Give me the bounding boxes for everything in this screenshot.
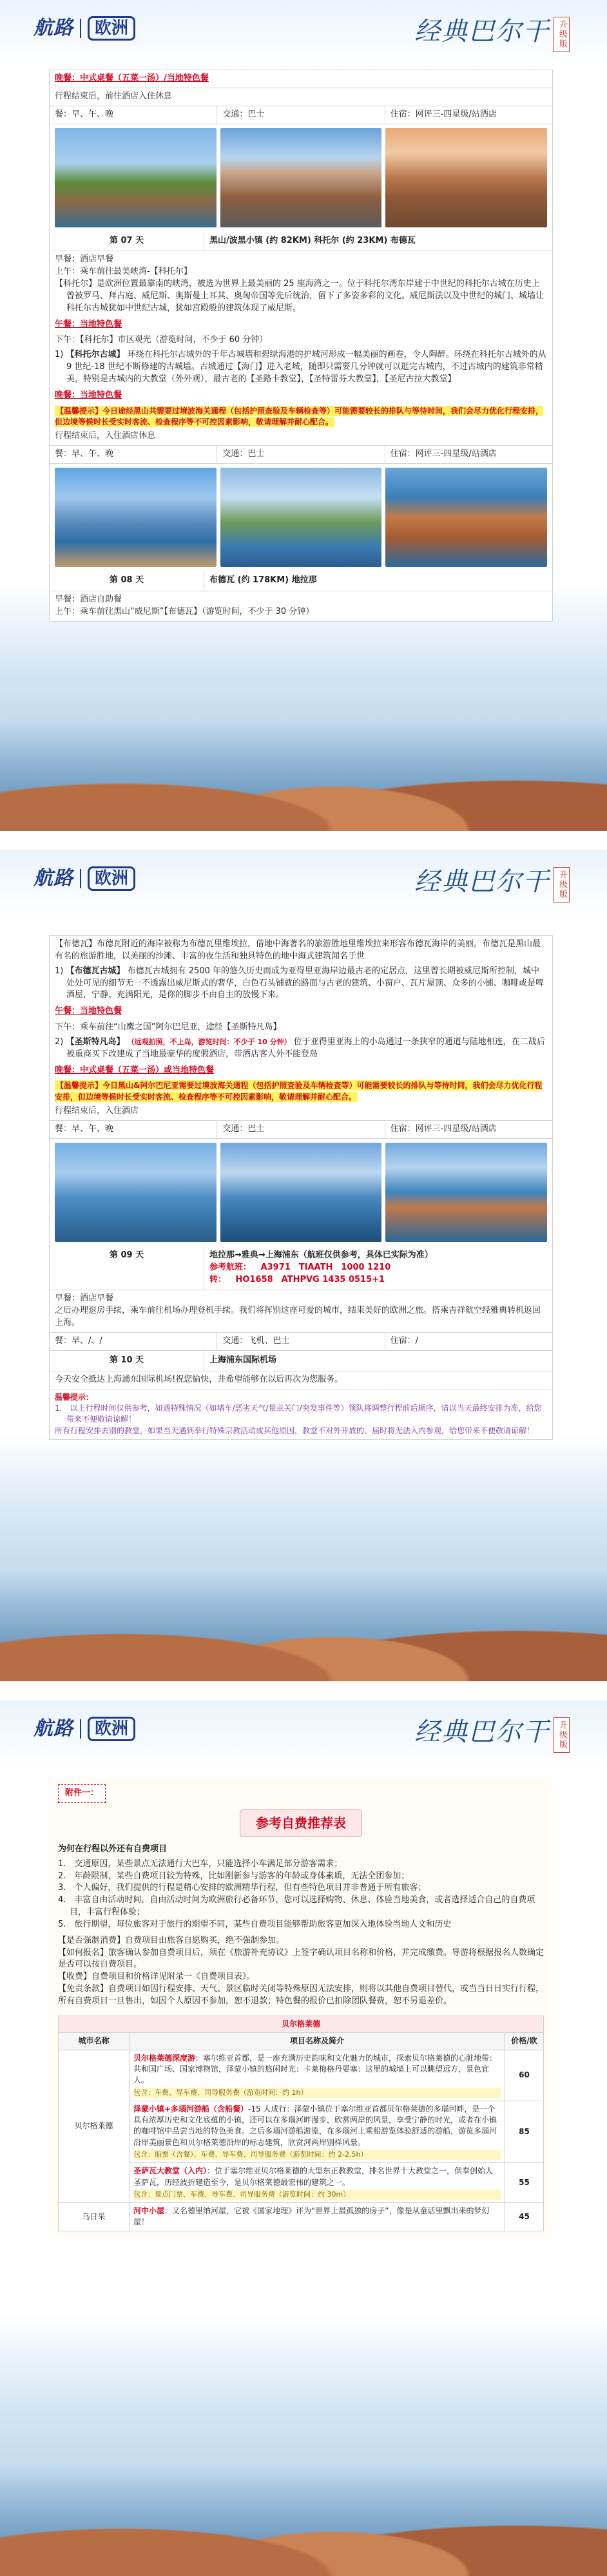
logo-text-left: 航路	[34, 867, 73, 890]
brand	[414, 13, 570, 52]
transport-cell: 交通：巴士	[217, 106, 385, 124]
day-7-label: 第 07 天	[50, 231, 204, 251]
table-row	[59, 2202, 544, 2231]
morning2-text: 上午：乘车前往黑山“威尼斯”【布德瓦】（游览时间，不少于 30 分钟）	[55, 606, 314, 616]
day-9-details	[50, 1290, 552, 1333]
evening2-text: 行程结束后，入住酒店休息	[55, 431, 156, 441]
breakfast-text: 早餐：酒店早餐	[55, 254, 114, 265]
warm-tips-title: 温馨提示：	[55, 1392, 94, 1402]
day-10-text: 今天安全抵达上海浦东国际机场!祝您愉快，并希望能够在以后再次为您服务。	[55, 1374, 343, 1384]
day-8-label: 第 08 天	[50, 571, 204, 591]
item-name: 贝尔格莱德深度游	[133, 2053, 196, 2063]
page-2	[0, 850, 607, 1681]
country-header: 贝尔格莱德	[59, 2016, 544, 2032]
table-category-row	[59, 2016, 544, 2032]
breakfast2-text: 早餐：酒店自助餐	[55, 594, 122, 604]
header	[0, 0, 607, 63]
why-item-4: 4. 丰富自由活动时间，自由活动时间为欧洲旅行必备环节，您可以选择购物、休息、体验当地美食，或者选择适合自己的自费项目，丰富行程体验；	[58, 1895, 535, 1918]
kotor-town-photo	[385, 468, 547, 567]
item-name: 河中小屋	[133, 2206, 165, 2215]
logo	[34, 864, 135, 893]
logo-text-right: 欧洲	[88, 866, 135, 891]
dinner-header: 晚餐：中式桌餐（五菜一汤）/当地特色餐	[55, 73, 209, 83]
afternoon-text: 下午：【科托尔】市区观光（游览时间，不少于 60 分钟）	[55, 335, 268, 345]
ref-flight-1: A3971 TIAATH 1000 1210	[260, 1262, 391, 1272]
day-7-row	[50, 231, 552, 252]
item-desc: ：塞尔维亚首都，是一座充满历史韵味和文化魅力的城市，探索贝尔格莱德的心脏地带：共和国广场、国家博物馆，泽蒙小镇的悠闲时光：卡莱梅格丹要塞：这里的城墙上可以眺望远方，景色宜人。	[133, 2053, 497, 2085]
transport-cell-2: 交通：巴士	[217, 446, 385, 463]
brand-title: 经典巴尔干	[414, 1717, 550, 1747]
meals-cell-3: 餐：早、午、晚	[50, 1121, 217, 1138]
header-item: 项目名称及简介	[130, 2033, 505, 2050]
page-gap-2	[0, 1681, 607, 1701]
item-desc: ：位于塞尔维亚贝尔格莱德的大型东正教教堂，排名世界十大教堂之一，供奉创始人圣萨瓦，历经波折建造至今，是贝尔格莱德最宏伟的建筑之一。	[133, 2166, 494, 2187]
brand-badge: 升级版	[554, 867, 570, 902]
evening-text: 行程结束后，入住酒店	[55, 1106, 139, 1116]
hotel-cell-3: 住宿：网评三-四星级/站酒店	[390, 1124, 497, 1134]
day-8-route: 布德瓦 (约 178KM) 地拉那	[209, 575, 317, 586]
meal-transport-hotel-row-4	[50, 1333, 552, 1351]
price-cell: 60	[505, 2050, 544, 2101]
hotel-cell-4: 住宿：/	[390, 1335, 419, 1346]
brand-badge: 升级版	[554, 1717, 570, 1753]
budva-item-1	[55, 966, 547, 1002]
kotor-item-text: 环绕在科托尔古城外的千年古城墙和碧绿海港的护城河形成一幅美丽的画卷，令人陶醉。环绕在科托尔古城外的从 9 世纪-18 世纪不断修建的古城墙。古城通过【海门】进入老城，随即只需要几分钟就可以逛完古城内，不过古城内的建筑非常精美，特别是古城内的大教堂（外外观），最古老的【圣路卡教堂】，【圣特雷芬大教堂】，【圣尼古拉大教堂】	[66, 350, 546, 384]
kotor-item-title: 【科托尔古城】	[66, 350, 125, 360]
page-gap-1	[0, 831, 607, 850]
city-skyline-image	[0, 2466, 607, 2576]
ref-flight-label-2: 转：	[209, 1274, 227, 1284]
table-row	[59, 2163, 544, 2203]
lunch-header: 午餐：当地特色餐	[55, 319, 122, 329]
brand	[414, 1713, 570, 1753]
item-desc: ：又名德里纳河屋，它被《国家地理》评为“世界上最孤独的房子”，像是从童话里飘出来的梦幻屋！	[133, 2206, 490, 2227]
warning-2-text: 【温馨提示】今日黑山&阿尔巴尼亚需要过境波海关通程（包括护照查验及车辆检查等）可能需要较长的排队与等待时间，我们会尽力优化行程安排，但边境等候时长受实时客流、检查程序等不可控因素影响，敬请理解并耐心配合。	[55, 1081, 543, 1102]
dinner-header: 晚餐：中式桌餐（五菜一汤）或当地特色餐	[55, 1065, 215, 1075]
warm-tip-1: 1. 以上行程时间仅供参考，如遇特殊情况（如堵车/恶劣天气/景点关门/突发事件等）领队将调整行程前后顺序，请以当天最终安排为准，给您带来不便敬请谅解！	[55, 1403, 542, 1424]
logo	[34, 1715, 135, 1743]
header	[0, 1701, 607, 1764]
logo	[34, 14, 135, 43]
rule-2: 【如何报名】旅客确认参加自费项目后，须在《旅游补充协议》上签字确认项目名称和价格，并完成缴费。导游将根据报名人数确定是否可以按自费项目。	[58, 1947, 544, 1970]
rule-3: 【收费】自费项目和价格详见附录一《自费项目表》。	[58, 1972, 255, 1982]
kotor-item	[55, 349, 547, 386]
item-include: 包含：车费、导车费、司导服务费（游览时间：约 1h）	[133, 2088, 501, 2098]
why-title: 为何在行程以外还有自费项目	[58, 1844, 168, 1854]
warning-2	[55, 1080, 547, 1103]
day-10-route: 上海浦东国际机场	[209, 1355, 277, 1365]
brand	[414, 863, 570, 902]
budva-beach-photo	[220, 1143, 382, 1242]
breakfast-text: 早餐：酒店早餐	[55, 1293, 114, 1304]
dinner2-header: 晚餐：当地特色餐	[55, 390, 122, 400]
warm-tip-2: 所有行程安排去别的教堂，如果当天遇到举行特殊宗教活动或其他原因，教堂不对外开放的，届时将无法入内参观，给您带来不便敬请谅解！	[55, 1426, 535, 1435]
photo-strip-3	[50, 1139, 552, 1246]
evening-text: 行程结束后，前往酒店入住休息	[55, 91, 173, 101]
itinerary-table-2	[49, 935, 553, 1440]
flight-line-1	[209, 1262, 547, 1274]
morning-text: 上午：乘车前往最美峡湾-【科托尔】	[55, 267, 192, 277]
table-row	[59, 2050, 544, 2101]
photo-strip-2	[50, 464, 552, 571]
budva-item-1-number: 1)	[55, 966, 64, 976]
warning-1	[55, 406, 547, 428]
meals-cell-2: 餐：早、午、晚	[50, 446, 217, 463]
meal-transport-hotel-row-3	[50, 1121, 552, 1139]
rule-1: 【是否强制消费】自费项目由旅客自愿购买，绝不强制参加。	[58, 1935, 285, 1945]
header	[0, 850, 607, 913]
page-1	[0, 0, 607, 831]
sveti-stefan-photo	[385, 1143, 547, 1242]
kotor-item-number: 1)	[55, 350, 64, 360]
budva-intro: 【布德瓦】布德瓦附近的海岸被称为布德瓦里维埃拉，借地中海著名的旅游胜地里维埃拉来形容布德瓦海岸的美丽。布德瓦是黑山最有名的旅游胜地，以美丽的沙滩、丰富的夜生活和独具特色的地中海式建筑闻名于世	[55, 939, 541, 961]
logo-text-right: 欧洲	[88, 1717, 135, 1741]
mostar-bridge-photo	[55, 128, 217, 227]
evening-row	[50, 88, 552, 106]
old-town-photo	[220, 128, 382, 227]
logo-divider	[80, 1719, 81, 1739]
city-cell: 乌日采	[59, 2202, 130, 2231]
day-10-label: 第 10 天	[50, 1351, 204, 1371]
item-name: 泽蒙小镇+多瑙河游船（含船餐）	[133, 2104, 249, 2113]
logo-divider	[80, 19, 81, 38]
city-cell: 贝尔格莱德	[59, 2050, 130, 2202]
day-8-details	[50, 591, 552, 621]
why-list	[58, 1858, 544, 1931]
day-7-route: 黑山/波黑小镇 (约 82KM) 科托尔 (约 23KM) 布德瓦	[209, 235, 416, 245]
lunch-header: 午餐：当地特色餐	[55, 1006, 122, 1016]
why-item-1: 1. 交通原因，某些景点无法通行大巴车，只能选择小车满足部分游客需求；	[58, 1858, 343, 1869]
day-7-details	[50, 251, 552, 446]
budva-details	[50, 936, 552, 1121]
why-item-3: 3. 个人偏好，我们提供的行程是精心安排的欧洲精华行程，但有些特色项目并非普通于所有旅客；	[58, 1883, 427, 1893]
item-cell	[130, 2101, 505, 2163]
header-city: 城市名称	[59, 2033, 130, 2050]
budva-item-2-note: （远观拍照，不上岛，游览时间：不少于 10 分钟）	[127, 1037, 291, 1046]
price-cell: 55	[505, 2163, 544, 2203]
ref-flight-label: 参考航班：	[209, 1262, 252, 1272]
meal-transport-hotel-row-2	[50, 446, 552, 464]
logo-text-right: 欧洲	[88, 16, 135, 41]
itinerary-table-1	[49, 70, 553, 622]
meals-cell: 餐：早、午、晚	[50, 106, 217, 124]
optional-tours-title: 参考自费推荐表	[240, 1809, 362, 1837]
item-include: 包含：景点门票、车费、导车费、司导服务费（游览时间：约 30m）	[133, 2190, 501, 2200]
why-item-2: 2. 年龄限制，某些自费项目较为特殊，比如刚新参与游客的年龄或身体素质，无法全团参加；	[58, 1871, 410, 1881]
brand-title: 经典巴尔干	[414, 867, 550, 897]
kotor-intro: 【科托尔】是欧洲位置最靠南的峡湾，被选为世界上最美丽的 25 座海湾之一。位于科托尔湾东岸建于中世纪的科托尔古城在历史上曾被罗马、拜占庭、威尼斯、奥斯曼土耳其、奥匈帝国等先后统治，留下了多姿多彩的文化。威尼斯法以及中世纪的城门、城墙让科托尔古城犹如中世纪古城，犹如宫殿般的建筑体现了威尼斯。	[55, 279, 544, 313]
attachment-tag: 附件一：	[58, 1784, 106, 1803]
item-include: 包含：船票（含餐）、车费、导车费、司导服务费（游览时间：约 2-2.5h）	[133, 2150, 501, 2160]
day-10-row	[50, 1351, 552, 1371]
page-3	[0, 1701, 607, 2576]
item-cell	[130, 2050, 505, 2101]
ref-flight-2: HO1658 ATHPVG 1435 0515+1	[235, 1274, 385, 1284]
day-10-details	[50, 1371, 552, 1389]
item-cell	[130, 2163, 505, 2203]
price-cell: 45	[505, 2202, 544, 2231]
day-9-row	[50, 1246, 552, 1291]
budva-item-2-number: 2)	[55, 1036, 64, 1047]
transport-cell-3: 交通：巴士	[217, 1121, 385, 1138]
photo-strip-1	[50, 124, 552, 231]
table-row	[59, 2101, 544, 2163]
optional-tours-table	[58, 2016, 544, 2231]
dinner-row	[50, 70, 552, 88]
optional-tours-section	[49, 1778, 553, 2238]
budva-item-2	[55, 1036, 547, 1061]
logo-text-left: 航路	[34, 1717, 73, 1740]
brand-title: 经典巴尔干	[414, 17, 550, 46]
bay-photo	[55, 468, 217, 567]
rooftops-photo	[385, 128, 547, 227]
transport-cell-4: 交通：飞机、巴士	[217, 1333, 385, 1350]
item-cell	[130, 2202, 505, 2231]
logo-divider	[80, 869, 81, 888]
warning-1-text: 【温馨提示】今日途经黑山共需要过境波海关通程（包括护照查验及车辆检查等）可能需要较长的排队与等待时间，我们会尽力优化行程安排，但边境等候时长受实时客流、检查程序等不可控因素影响，敬请理解并耐心配合。	[55, 406, 544, 427]
flight-line-2	[209, 1274, 547, 1286]
table-header-row	[59, 2033, 544, 2050]
day-9-label: 第 09 天	[50, 1246, 204, 1290]
item-desc: -15 人成行：泽蒙小镇位于塞尔维亚首都贝尔格莱德的多瑙河畔，是一个具有浓厚历史和文化底蕴的小镇，还可以在多瑙河畔漫步，欣赏两岸的风景，享受宁静的时光，或者在小镇的咖啡馆中品尝当地的特色美食。之后多瑙河游船游览，在多瑙河上乘船游览体验舒适的游船，游览多瑙河沿岸美丽景色和贝尔格莱德沿岸的标志建筑，欣赏河两岸别样风景。	[133, 2104, 497, 2147]
meals-cell-4: 餐：早、/、/	[50, 1333, 217, 1350]
day-9-route-block	[204, 1246, 552, 1290]
city-skyline-image	[0, 1572, 607, 1681]
budva-item-1-title: 【布德瓦古城】	[66, 966, 125, 976]
hotel-cell-2: 住宿：网评三-四星级/站酒店	[390, 449, 497, 459]
why-item-5: 5. 旅行期望，每位旅客对于旅行的期望不同，某些自费项目能够帮助旅客更加深入地体验当地人文和历史	[58, 1919, 452, 1929]
day-9-text: 之后办理退房手续，乘车前往机场办理登机手续。我们将挥别这座可爱的城市，结束美好的欧洲之旅。搭乘吉祥航空经雅典转机返回上海。	[55, 1306, 541, 1328]
brand-badge: 升级版	[554, 17, 570, 52]
item-name: 圣萨瓦大教堂（入内）	[133, 2166, 207, 2176]
budva-item-2-title: 【圣斯特凡岛】	[66, 1036, 125, 1047]
rule-4: 【免责条款】自费项目如因行程安排、天气、景区临时关闭等特殊原因无法安排，则将以其他自费项目替代，或当当日日实行行程，所有自费项目一旦售出，如因个人原因不参加，恕不退款；特色餐的报价已扣除团队餐费，恕不另退差价。	[58, 1984, 544, 2006]
coast-photo	[55, 1143, 217, 1242]
budva-item-2-text: 位于亚得里亚海上的小岛通过一条狭窄的通道与陆地相连，在二战后被重商买下改建成了当地最豪华的度假酒店，带酒店客人外不能登岛	[66, 1036, 545, 1059]
hotel-cell: 住宿：网评三-四星级/站酒店	[390, 109, 497, 119]
rules-list	[58, 1935, 544, 2008]
kotor-bay-photo	[220, 468, 382, 567]
warm-tips	[50, 1389, 552, 1440]
city-skyline-image	[0, 721, 607, 831]
day-9-route: 地拉那→雅典→上海浦东（航班仅供参考，具体已实际为准）	[209, 1250, 433, 1260]
meal-transport-hotel-row	[50, 106, 552, 124]
budva-item-1-text: 布德瓦古城拥有 2500 年的悠久历史而成为亚得里亚海岸边最古老的定居点，这里曾长期被威尼斯所控制，城中处处可见的细节无一不透露出威尼斯式的奢华，白色石头铺就的路面与古老的建筑、小窗户、瓦片屋顶、众多的小铺、咖啡或是啤酒屋，宁静、充满阳光，是你的脚步不由自主的放慢下来。	[66, 966, 544, 1000]
logo-text-left: 航路	[34, 17, 73, 39]
afternoon-text: 下午：乘车前往“山鹰之国”阿尔巴尼亚，途经【圣斯特凡岛】	[55, 1022, 282, 1033]
price-cell: 85	[505, 2101, 544, 2163]
day-8-row	[50, 571, 552, 591]
header-price: 价格/欧	[505, 2033, 544, 2050]
